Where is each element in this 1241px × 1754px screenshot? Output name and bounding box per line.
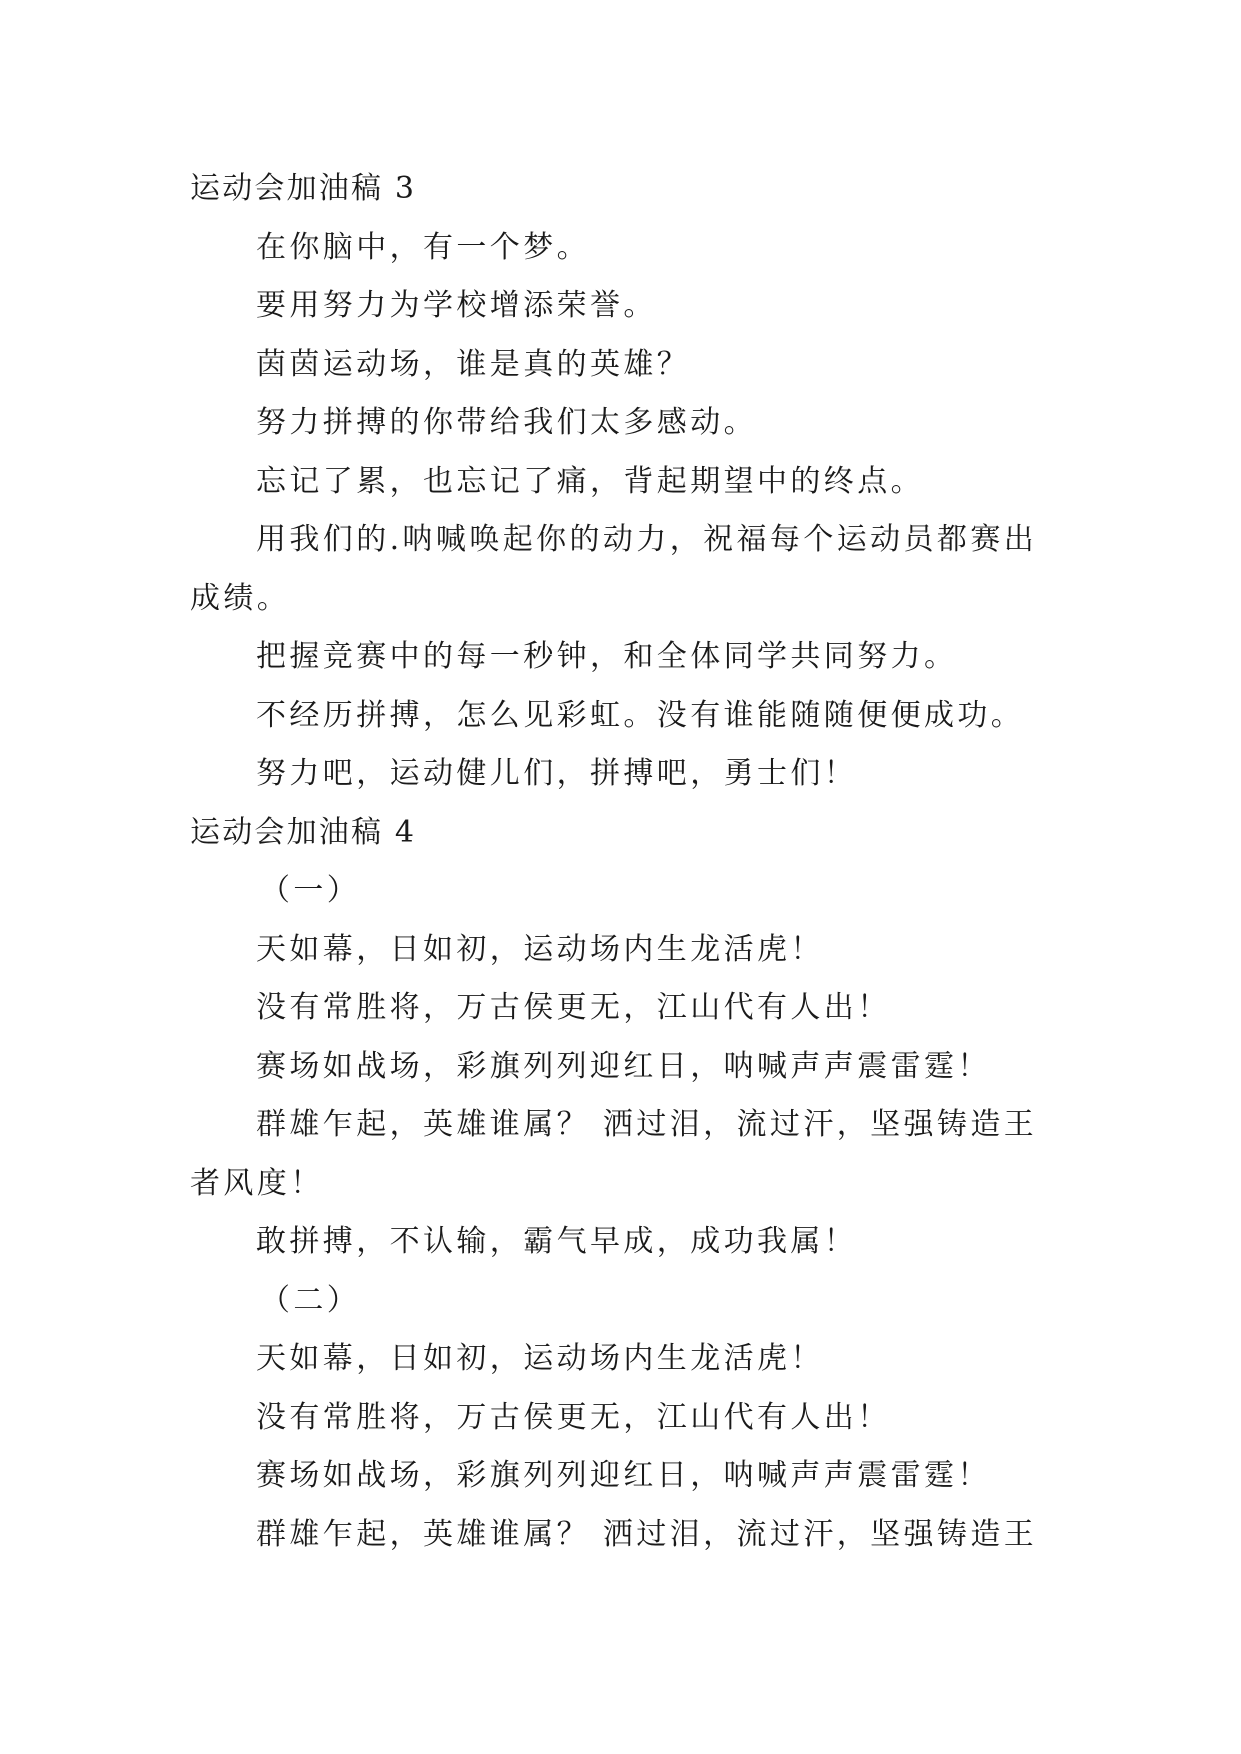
paragraph-line: 天如幕，日如初，运动场内生龙活虎！	[256, 1341, 824, 1376]
section-heading: 运动会加油稿 4	[190, 814, 417, 850]
paragraph-line: 忘记了累，也忘记了痛，背起期望中的终点。	[256, 463, 924, 499]
paragraph-line: 努力拼搏的你带给我们太多感动。	[256, 405, 757, 440]
paragraph-line: 赛场如战场，彩旗列列迎红日，呐喊声声震雷霆！	[256, 1048, 991, 1084]
document-body	[190, 160, 1055, 1564]
paragraph-line: 没有常胜将，万古侯更无，江山代有人出！	[256, 1399, 891, 1435]
paragraph-line: 敢拼搏，不认输，霸气早成，成功我属！	[256, 1224, 858, 1259]
subsection-label: （二）	[260, 1282, 361, 1318]
paragraph-line: 茵茵运动场，谁是真的英雄？	[256, 346, 691, 382]
paragraph-line: 赛场如战场，彩旗列列迎红日，呐喊声声震雷霆！	[256, 1458, 991, 1493]
section-heading: 运动会加油稿 3	[190, 171, 417, 206]
paragraph-line: 没有常胜将，万古侯更无，江山代有人出！	[256, 990, 891, 1025]
paragraph-line: 群雄乍起，英雄谁属？ 洒过泪，流过汗，坚强铸造王	[256, 1516, 1038, 1552]
paragraph-line: 用我们的.呐喊唤起你的动力，祝福每个运动员都赛出成绩。	[190, 522, 1038, 616]
paragraph-line: 要用努力为学校增添荣誉。	[256, 288, 657, 323]
subsection-label: （一）	[260, 873, 361, 908]
paragraph-line: 天如幕，日如初，运动场内生龙活虎！	[256, 931, 824, 967]
paragraph-line: 把握竞赛中的每一秒钟，和全体同学共同努力。	[256, 639, 958, 674]
paragraph-line: 在你脑中，有一个梦。	[256, 229, 590, 265]
paragraph-line: 不经历拼搏，怎么见彩虹。没有谁能随随便便成功。	[256, 697, 1025, 733]
paragraph-line: 努力吧，运动健儿们，拼搏吧，勇士们！	[256, 756, 858, 791]
paragraph-line: 群雄乍起，英雄谁属？ 洒过泪，流过汗，坚强铸造王者风度！	[190, 1107, 1038, 1201]
